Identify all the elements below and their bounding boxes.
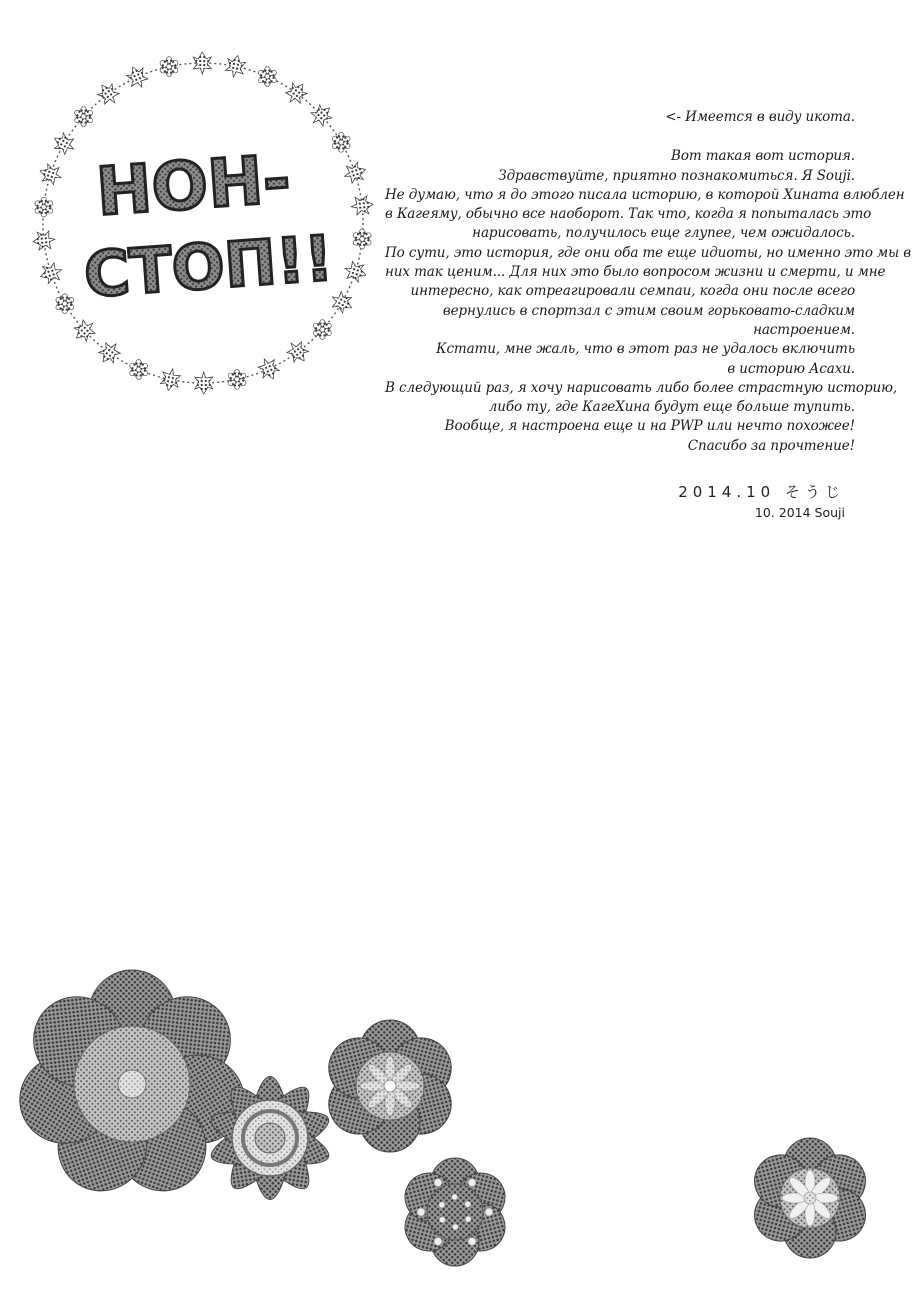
afterword-line: Не думаю, что я до этого писала историю, в которой Хината влюблен	[385, 186, 905, 203]
afterword-text	[385, 108, 911, 456]
signature-date-japanese: 2014.10 そうじ	[678, 483, 845, 501]
afterword-line: в Кагеяму, обычно все наоборот. Так что, когда я попыталась это	[385, 206, 872, 223]
wreath-leaf	[96, 339, 123, 367]
wreath-flower	[128, 359, 149, 379]
wreath-leaf	[38, 261, 65, 285]
signature-date-english: 10. 2014 Souji	[754, 505, 845, 520]
flower-round	[318, 1020, 462, 1152]
wreath-leaf	[159, 367, 181, 392]
wreath-leaf	[125, 63, 150, 90]
wreath-leaf	[224, 54, 246, 79]
afterword-line: В следующий раз, я хочу нарисовать либо более страстную историю,	[385, 379, 898, 396]
flower-corner	[745, 1138, 875, 1258]
footnote-hiccup: <- Имеется в виду икота.	[665, 109, 855, 125]
afterword-line: Вот такая вот история.	[671, 148, 855, 165]
title-line-2: СТОП!!	[81, 221, 336, 312]
afterword-line: По сути, это история, где они оба те еще идиоты, но именно это мы в	[385, 244, 911, 261]
afterword-line: Кстати, мне жаль, что в этот раз не удалось включить	[436, 341, 855, 358]
wreath-leaf	[95, 80, 123, 108]
wreath-leaf	[283, 79, 310, 107]
wreath-flower	[227, 369, 248, 389]
wreath-leaf	[342, 161, 369, 185]
wreath-flower	[257, 67, 278, 87]
afterword-line: нарисовать, получилось еще глупее, чем ожидалось.	[472, 225, 855, 242]
afterword-line: Вообще, я настроена еще и на PWP или нечто похожее!	[444, 418, 855, 435]
afterword-line: них так ценим... Для них это было вопросом жизни и смерти, и мне	[385, 264, 886, 281]
wreath-leaf	[350, 195, 374, 215]
afterword-line: Здравствуйте, приятно познакомиться. Я Souji.	[498, 167, 855, 184]
afterword-line: либо ту, где КагеХина будут еще больше тупить.	[488, 399, 855, 416]
wreath-leaf	[50, 130, 78, 157]
afterword-line: в историю Асахи.	[727, 360, 855, 377]
wreath-flower	[331, 132, 352, 152]
afterword-line: настроением.	[753, 321, 855, 338]
title-lettering	[81, 130, 336, 320]
afterword-line: вернулись в спортзал с этим своим горьковато-сладким	[442, 302, 855, 319]
flower-decorations	[0, 940, 915, 1300]
wreath-flower	[159, 57, 180, 77]
wreath-flower	[55, 294, 76, 314]
afterword-line: Спасибо за прочтение!	[687, 437, 855, 454]
wreath-leaf	[342, 260, 368, 284]
flower-small	[396, 1158, 514, 1266]
wreath-flower	[352, 229, 373, 249]
wreath-leaf	[307, 101, 335, 129]
wreath-leaf	[37, 162, 63, 186]
title-line-1: НОН-	[93, 140, 293, 231]
wreath-flower	[73, 107, 94, 127]
wreath-flower	[34, 197, 55, 217]
afterword-line: интересно, как отреагировали семпаи, когда они после всего	[410, 283, 855, 300]
wreath-leaf	[284, 338, 312, 366]
flower-large	[11, 970, 253, 1206]
wreath-leaf	[256, 355, 281, 382]
